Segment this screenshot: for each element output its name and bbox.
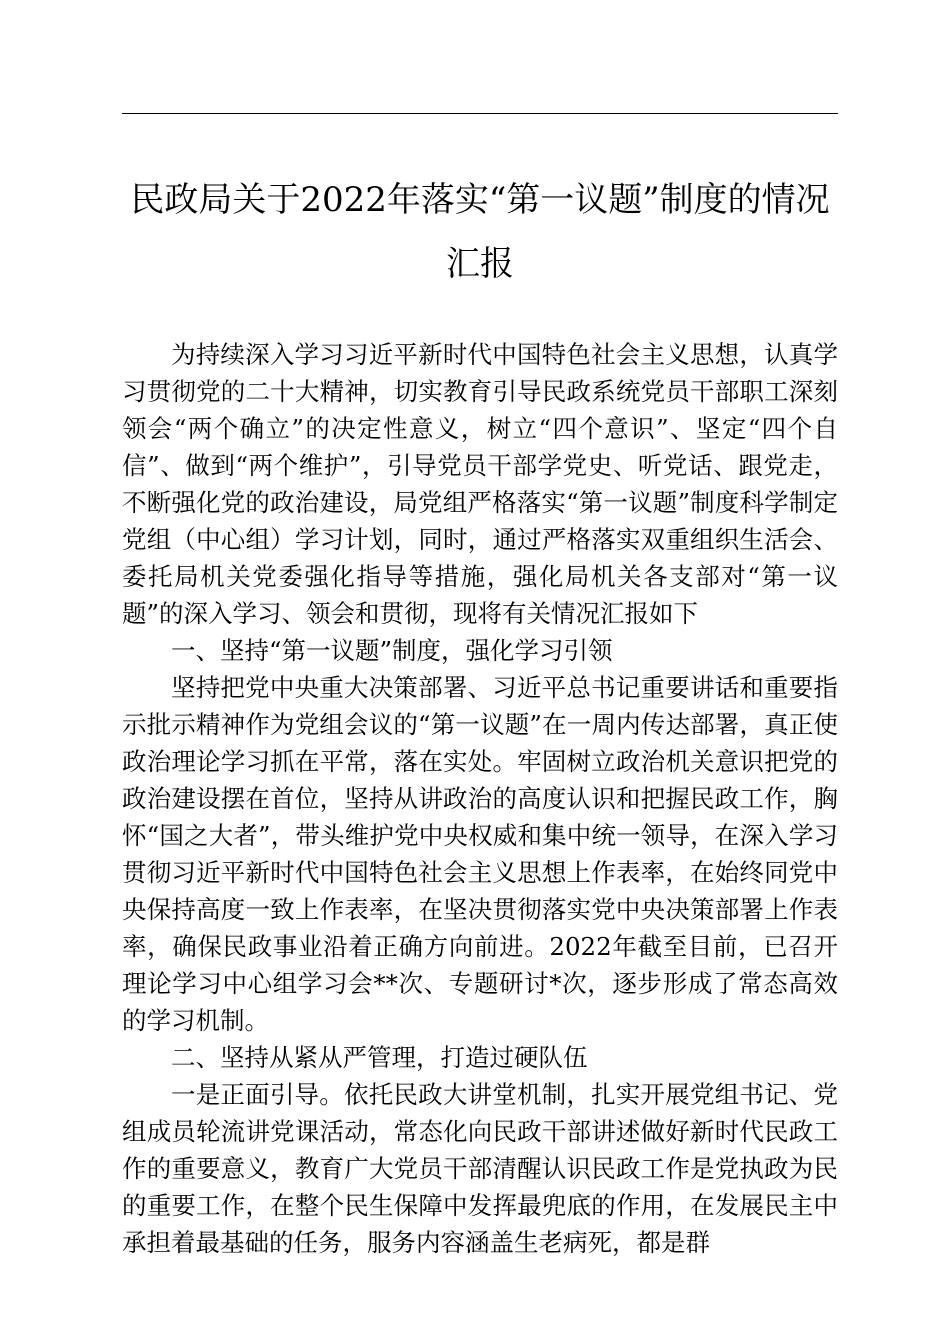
document-body <box>122 336 838 1261</box>
section-2-paragraph: 一是正面引导。依托民政大讲堂机制，扎实开展党组书记、党组成员轮流讲党课活动，常态化向民政干部讲述做好新时代民政工作的重要意义，教育广大党员干部清醒认识民政工作是党执政为民的重要工作，在整个民生保障中发挥最兜底的作用，在发展民主中承担着最基础的任务，服务内容涵盖生老病死，都是群 <box>122 1080 838 1257</box>
document-title: 民政局关于2022年落实“第一议题”制度的情况汇报 <box>130 180 830 284</box>
section-heading-2: 二、坚持从紧从严管理，打造过硬队伍 <box>171 1043 588 1072</box>
section-1-paragraph: 坚持把党中央重大决策部署、习近平总书记重要讲话和重要指示批示精神作为党组会议的“第一议题”在一周内传达部署，真正使政治理论学习抓在平常，落在实处。牢固树立政治机关意识把党的政治建设摆在首位，坚持从讲政治的高度认识和把握民政工作，胸怀“国之大者”，带头维护党中央权威和集中统一领导，在深入学习贯彻习近平新时代中国特色社会主义思想上作表率，在始终同党中央保持高度一致上作表率，在坚决贯彻落实党中央决策部署上作表率，确保民政事业沿着正确方向前进。2022年截至目前，已召开理论学习中心组学习会**次、专题研讨*次，逐步形成了常态高效的学习机制。 <box>122 673 838 1035</box>
intro-paragraph: 为持续深入学习习近平新时代中国特色社会主义思想，认真学习贯彻党的二十大精神，切实教育引导民政系统党员干部职工深刻领会“两个确立”的决定性意义，树立“四个意识”、坚定“四个自信”、做到“两个维护”，引导党员干部学党史、听党话、跟党走，不断强化党的政治建设，局党组严格落实“第一议题”制度科学制定党组（中心组）学习计划，同时，通过严格落实双重组织生活会、委托局机关党委强化指导等措施，强化局机关各支部对“第一议题”的深入学习、领会和贯彻，现将有关情况汇报如下 <box>122 340 838 628</box>
section-heading-1: 一、坚持“第一议题”制度，强化学习引领 <box>171 636 613 665</box>
header-rule <box>122 113 838 114</box>
